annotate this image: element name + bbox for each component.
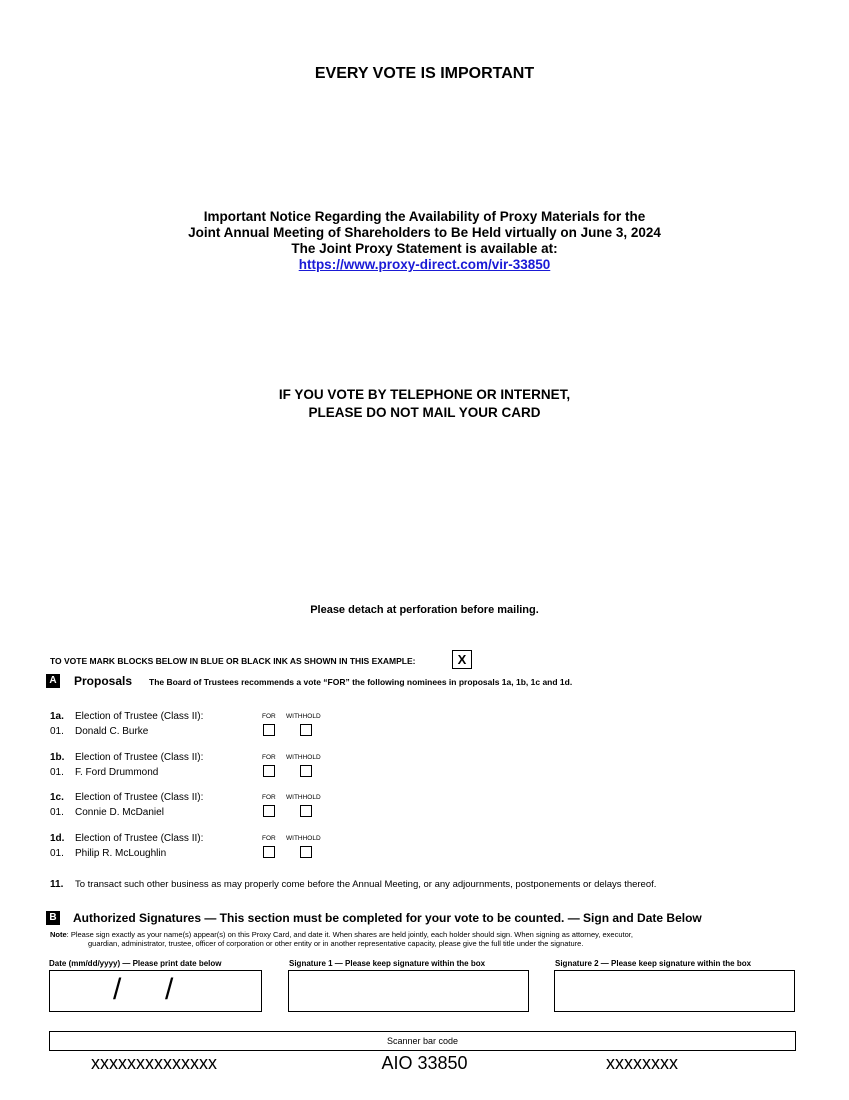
board-recommendation: The Board of Trustees recommends a vote “FOR” the following nominees in proposals 1a, 1b, 1c and 1d. [149,677,573,687]
proxy-notice [0,209,849,273]
notice-line-3: The Joint Proxy Statement is available at: [291,241,558,256]
proposal-number: 1b. [50,752,65,763]
page-title: EVERY VOTE IS IMPORTANT [314,65,535,82]
for-label: FOR [262,835,276,842]
withhold-label: WITHHOLD [286,835,321,842]
date-label: Date (mm/dd/yyyy) — Please print date below [49,959,222,968]
proposal-1a-withhold-checkbox[interactable] [300,724,312,736]
withhold-label: WITHHOLD [286,713,321,720]
proposal-1b-withhold-checkbox[interactable] [300,765,312,777]
telephone-line-1: IF YOU VOTE BY TELEPHONE OR INTERNET, [278,387,571,402]
signature-2-box[interactable] [554,970,795,1012]
signature-1-label: Signature 1 — Please keep signature within the box [289,959,486,968]
proposal-1c-for-checkbox[interactable] [263,805,275,817]
section-b-title: Authorized Signatures — This section must be completed for your vote to be counted. — Sign and Date Below [73,911,702,925]
for-label: FOR [262,713,276,720]
note-line-2: guardian, administrator, trustee, officer of corporation or other entity or in another representative capacity, please give the full title under the signature. [88,939,584,948]
nominee-number: 01. [50,767,64,778]
withhold-label: WITHHOLD [286,794,321,801]
proposal-number: 1c. [50,792,64,803]
nominee-number: 01. [50,807,64,818]
note-line-1: : Please sign exactly as your name(s) appear(s) on this Proxy Card, and date it. When shares are held jointly, each holder should sign. When signing as attorney, executor, [66,930,633,939]
nominee-number: 01. [50,848,64,859]
vote-instruction: TO VOTE MARK BLOCKS BELOW IN BLUE OR BLACK INK AS SHOWN IN THIS EXAMPLE: [50,656,416,666]
notice-line-1: Important Notice Regarding the Availability of Proxy Materials for the [203,209,646,224]
proposal-text: Election of Trustee (Class II): [75,711,204,722]
nominee-name: F. Ford Drummond [75,767,159,778]
right-control-code: xxxxxxxx [606,1053,678,1073]
left-control-code: xxxxxxxxxxxxxx [91,1053,217,1073]
date-input-box[interactable] [49,970,262,1012]
proposal-1a-for-checkbox[interactable] [263,724,275,736]
withhold-label: WITHHOLD [286,754,321,761]
for-label: FOR [262,794,276,801]
proposal-text: Election of Trustee (Class II): [75,833,204,844]
date-separator: / [113,973,122,1006]
nominee-name: Philip R. McLoughlin [75,848,167,859]
nominee-name: Donald C. Burke [75,726,149,737]
proposal-number: 1d. [50,833,65,844]
scanner-barcode-box: Scanner bar code [49,1031,796,1051]
nominee-number: 01. [50,726,64,737]
proposal-number: 11. [50,879,64,890]
signature-2-label: Signature 2 — Please keep signature within the box [555,959,752,968]
nominee-name: Connie D. McDaniel [75,807,164,818]
section-a-title: Proposals [74,674,133,688]
section-b-badge: B [46,911,60,925]
section-a-badge: A [46,674,60,688]
proposal-text: Election of Trustee (Class II): [75,752,204,763]
notice-line-2: Joint Annual Meeting of Shareholders to Be Held virtually on June 3, 2024 [188,225,661,240]
proposal-1d-withhold-checkbox[interactable] [300,846,312,858]
signature-1-box[interactable] [288,970,529,1012]
telephone-notice [0,386,849,422]
for-label: FOR [262,754,276,761]
proposal-number: 1a. [50,711,64,722]
proposal-text: Election of Trustee (Class II): [75,792,204,803]
proposal-1d-for-checkbox[interactable] [263,846,275,858]
center-control-code: AIO 33850 [381,1053,468,1073]
proposal-1c-withhold-checkbox[interactable] [300,805,312,817]
signature-note [50,930,810,948]
proposal-1b-for-checkbox[interactable] [263,765,275,777]
detach-instruction: Please detach at perforation before mailing. [310,604,539,616]
note-label: Note [50,930,67,939]
example-mark-box: X [452,650,472,669]
proxy-statement-link[interactable]: https://www.proxy-direct.com/vir-33850 [298,257,551,272]
other-business-text: To transact such other business as may properly come before the Annual Meeting, or any adjournments, postponements or delays thereof. [75,879,657,890]
date-separator: / [165,973,174,1006]
telephone-line-2: PLEASE DO NOT MAIL YOUR CARD [308,405,541,420]
